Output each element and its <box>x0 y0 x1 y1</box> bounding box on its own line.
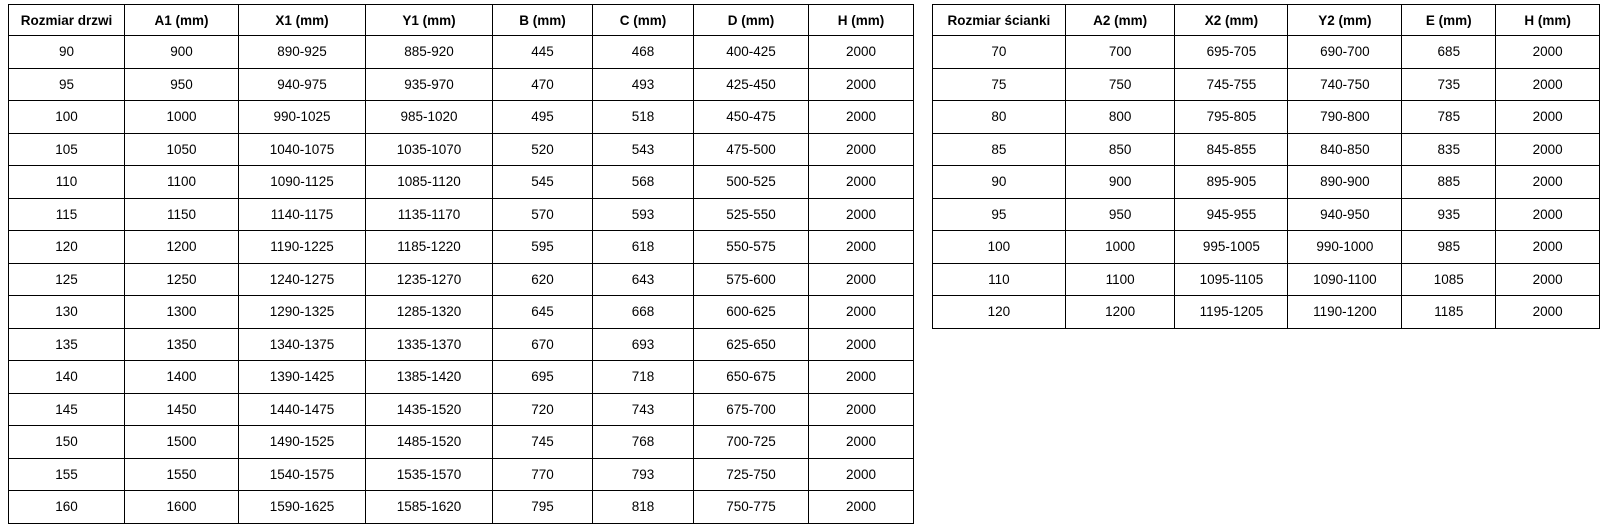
table-cell: 400-425 <box>694 36 809 69</box>
table-cell: 1340-1375 <box>239 328 366 361</box>
table-cell: 693 <box>593 328 694 361</box>
table-cell: 568 <box>593 166 694 199</box>
table-cell: 790-800 <box>1288 101 1402 134</box>
table-cell: 1000 <box>125 101 239 134</box>
table-cell: 800 <box>1065 101 1175 134</box>
table-cell: 1100 <box>125 166 239 199</box>
table-cell: 160 <box>9 491 125 524</box>
table-row <box>933 198 1600 231</box>
table-cell: 645 <box>493 296 593 329</box>
table-row <box>933 166 1600 199</box>
table-cell: 990-1000 <box>1288 231 1402 264</box>
table-cell: 95 <box>9 68 125 101</box>
table-cell: 1550 <box>125 458 239 491</box>
table-cell: 1350 <box>125 328 239 361</box>
table-row <box>933 231 1600 264</box>
table-row <box>9 68 914 101</box>
table-cell: 2000 <box>809 328 914 361</box>
table-cell: 2000 <box>809 133 914 166</box>
table-cell: 493 <box>593 68 694 101</box>
table-row <box>9 328 914 361</box>
table-cell: 90 <box>933 166 1066 199</box>
table-cell: 750 <box>1065 68 1175 101</box>
table-row <box>9 166 914 199</box>
table-cell: 545 <box>493 166 593 199</box>
table-cell: 600-625 <box>694 296 809 329</box>
table-cell: 618 <box>593 231 694 264</box>
table-cell: 745-755 <box>1175 68 1288 101</box>
table-cell: 120 <box>9 231 125 264</box>
table-cell: 2000 <box>809 101 914 134</box>
table-cell: 1235-1270 <box>366 263 493 296</box>
table-cell: 70 <box>933 36 1066 69</box>
table-row <box>933 68 1600 101</box>
table-cell: 1190-1200 <box>1288 296 1402 329</box>
table-header-row <box>933 5 1600 36</box>
table-cell: 2000 <box>809 393 914 426</box>
table-cell: 835 <box>1402 133 1496 166</box>
table-cell: 725-750 <box>694 458 809 491</box>
table-cell: 495 <box>493 101 593 134</box>
column-header: X2 (mm) <box>1175 5 1288 36</box>
table-cell: 1150 <box>125 198 239 231</box>
table-cell: 1490-1525 <box>239 426 366 459</box>
table-cell: 840-850 <box>1288 133 1402 166</box>
table-cell: 2000 <box>1496 166 1600 199</box>
table-cell: 1240-1275 <box>239 263 366 296</box>
table-cell: 1035-1070 <box>366 133 493 166</box>
table-cell: 643 <box>593 263 694 296</box>
table-cell: 135 <box>9 328 125 361</box>
table-cell: 795-805 <box>1175 101 1288 134</box>
table-cell: 1185 <box>1402 296 1496 329</box>
table-cell: 650-675 <box>694 361 809 394</box>
table-row <box>933 263 1600 296</box>
table-cell: 885-920 <box>366 36 493 69</box>
table-cell: 1200 <box>1065 296 1175 329</box>
table-cell: 985 <box>1402 231 1496 264</box>
table-cell: 995-1005 <box>1175 231 1288 264</box>
column-header: Y1 (mm) <box>366 5 493 36</box>
table-cell: 890-925 <box>239 36 366 69</box>
table-cell: 625-650 <box>694 328 809 361</box>
table-cell: 2000 <box>1496 36 1600 69</box>
column-header: A1 (mm) <box>125 5 239 36</box>
column-header: A2 (mm) <box>1065 5 1175 36</box>
table-cell: 1590-1625 <box>239 491 366 524</box>
table-cell: 95 <box>933 198 1066 231</box>
table-cell: 1000 <box>1065 231 1175 264</box>
table-cell: 150 <box>9 426 125 459</box>
table-cell: 700-725 <box>694 426 809 459</box>
table-cell: 593 <box>593 198 694 231</box>
table-cell: 1140-1175 <box>239 198 366 231</box>
table-cell: 1335-1370 <box>366 328 493 361</box>
table-cell: 990-1025 <box>239 101 366 134</box>
table-cell: 850 <box>1065 133 1175 166</box>
table-cell: 575-600 <box>694 263 809 296</box>
table-cell: 1390-1425 <box>239 361 366 394</box>
table-cell: 668 <box>593 296 694 329</box>
table-row <box>933 36 1600 69</box>
doors-table-container <box>8 4 914 524</box>
table-cell: 1540-1575 <box>239 458 366 491</box>
table-row <box>9 198 914 231</box>
table-cell: 145 <box>9 393 125 426</box>
table-row <box>9 231 914 264</box>
table-cell: 940-950 <box>1288 198 1402 231</box>
table-cell: 795 <box>493 491 593 524</box>
table-cell: 2000 <box>809 491 914 524</box>
table-row <box>9 393 914 426</box>
table-cell: 2000 <box>809 68 914 101</box>
column-header: Y2 (mm) <box>1288 5 1402 36</box>
table-cell: 1100 <box>1065 263 1175 296</box>
table-cell: 895-905 <box>1175 166 1288 199</box>
table-cell: 2000 <box>1496 133 1600 166</box>
table-cell: 900 <box>1065 166 1175 199</box>
table-cell: 595 <box>493 231 593 264</box>
table-cell: 2000 <box>1496 68 1600 101</box>
table-cell: 770 <box>493 458 593 491</box>
table-cell: 125 <box>9 263 125 296</box>
table-cell: 690-700 <box>1288 36 1402 69</box>
table-cell: 1500 <box>125 426 239 459</box>
table-cell: 1085 <box>1402 263 1496 296</box>
table-cell: 685 <box>1402 36 1496 69</box>
table-cell: 520 <box>493 133 593 166</box>
doors-dimensions-table <box>8 4 914 524</box>
table-cell: 105 <box>9 133 125 166</box>
table-cell: 475-500 <box>694 133 809 166</box>
table-cell: 2000 <box>809 296 914 329</box>
table-cell: 1585-1620 <box>366 491 493 524</box>
table-cell: 2000 <box>1496 263 1600 296</box>
table-cell: 1095-1105 <box>1175 263 1288 296</box>
table-cell: 1190-1225 <box>239 231 366 264</box>
table-cell: 945-955 <box>1175 198 1288 231</box>
table-cell: 425-450 <box>694 68 809 101</box>
table-cell: 75 <box>933 68 1066 101</box>
table-cell: 695 <box>493 361 593 394</box>
table-cell: 1400 <box>125 361 239 394</box>
table-cell: 718 <box>593 361 694 394</box>
table-cell: 1250 <box>125 263 239 296</box>
table-cell: 115 <box>9 198 125 231</box>
table-cell: 2000 <box>809 426 914 459</box>
table-cell: 1450 <box>125 393 239 426</box>
table-cell: 793 <box>593 458 694 491</box>
table-cell: 1185-1220 <box>366 231 493 264</box>
table-cell: 695-705 <box>1175 36 1288 69</box>
table-cell: 110 <box>9 166 125 199</box>
table-cell: 570 <box>493 198 593 231</box>
table-cell: 935 <box>1402 198 1496 231</box>
table-cell: 1090-1125 <box>239 166 366 199</box>
table-cell: 1040-1075 <box>239 133 366 166</box>
table-cell: 130 <box>9 296 125 329</box>
table-cell: 2000 <box>809 458 914 491</box>
table-row <box>9 426 914 459</box>
column-header: D (mm) <box>694 5 809 36</box>
table-cell: 950 <box>125 68 239 101</box>
table-cell: 675-700 <box>694 393 809 426</box>
table-cell: 1135-1170 <box>366 198 493 231</box>
table-cell: 2000 <box>809 231 914 264</box>
table-cell: 745 <box>493 426 593 459</box>
table-cell: 735 <box>1402 68 1496 101</box>
table-cell: 1435-1520 <box>366 393 493 426</box>
table-row <box>9 101 914 134</box>
table-cell: 525-550 <box>694 198 809 231</box>
table-cell: 670 <box>493 328 593 361</box>
table-row <box>9 36 914 69</box>
table-cell: 818 <box>593 491 694 524</box>
table-cell: 845-855 <box>1175 133 1288 166</box>
table-row <box>9 361 914 394</box>
table-cell: 890-900 <box>1288 166 1402 199</box>
column-header: H (mm) <box>1496 5 1600 36</box>
table-cell: 1485-1520 <box>366 426 493 459</box>
table-cell: 720 <box>493 393 593 426</box>
table-cell: 1290-1325 <box>239 296 366 329</box>
table-cell: 2000 <box>809 361 914 394</box>
table-cell: 550-575 <box>694 231 809 264</box>
table-cell: 2000 <box>809 36 914 69</box>
table-cell: 120 <box>933 296 1066 329</box>
table-cell: 155 <box>9 458 125 491</box>
column-header: X1 (mm) <box>239 5 366 36</box>
table-cell: 1200 <box>125 231 239 264</box>
table-row <box>9 458 914 491</box>
table-cell: 700 <box>1065 36 1175 69</box>
table-cell: 1050 <box>125 133 239 166</box>
table-cell: 950 <box>1065 198 1175 231</box>
column-header: H (mm) <box>809 5 914 36</box>
table-cell: 885 <box>1402 166 1496 199</box>
table-cell: 1535-1570 <box>366 458 493 491</box>
table-cell: 935-970 <box>366 68 493 101</box>
table-row <box>933 133 1600 166</box>
table-cell: 470 <box>493 68 593 101</box>
table-cell: 518 <box>593 101 694 134</box>
table-cell: 543 <box>593 133 694 166</box>
table-cell: 750-775 <box>694 491 809 524</box>
walls-dimensions-table <box>932 4 1600 329</box>
table-cell: 80 <box>933 101 1066 134</box>
table-cell: 100 <box>9 101 125 134</box>
table-cell: 90 <box>9 36 125 69</box>
table-cell: 2000 <box>1496 231 1600 264</box>
column-header: Rozmiar ścianki <box>933 5 1066 36</box>
column-header: B (mm) <box>493 5 593 36</box>
table-cell: 2000 <box>809 263 914 296</box>
table-cell: 85 <box>933 133 1066 166</box>
table-row <box>9 133 914 166</box>
table-cell: 620 <box>493 263 593 296</box>
table-cell: 1195-1205 <box>1175 296 1288 329</box>
table-row <box>933 296 1600 329</box>
table-cell: 768 <box>593 426 694 459</box>
table-cell: 100 <box>933 231 1066 264</box>
table-row <box>9 491 914 524</box>
table-cell: 140 <box>9 361 125 394</box>
table-cell: 110 <box>933 263 1066 296</box>
table-cell: 1300 <box>125 296 239 329</box>
table-cell: 2000 <box>1496 296 1600 329</box>
column-header: Rozmiar drzwi <box>9 5 125 36</box>
table-cell: 2000 <box>809 166 914 199</box>
table-cell: 500-525 <box>694 166 809 199</box>
column-header: E (mm) <box>1402 5 1496 36</box>
table-cell: 2000 <box>1496 198 1600 231</box>
table-cell: 740-750 <box>1288 68 1402 101</box>
table-cell: 1285-1320 <box>366 296 493 329</box>
table-cell: 1600 <box>125 491 239 524</box>
walls-table-container <box>932 4 1600 329</box>
table-cell: 1085-1120 <box>366 166 493 199</box>
table-row <box>9 263 914 296</box>
table-cell: 985-1020 <box>366 101 493 134</box>
table-header-row <box>9 5 914 36</box>
table-cell: 2000 <box>1496 101 1600 134</box>
table-cell: 468 <box>593 36 694 69</box>
table-cell: 450-475 <box>694 101 809 134</box>
table-cell: 2000 <box>809 198 914 231</box>
table-cell: 1440-1475 <box>239 393 366 426</box>
table-cell: 940-975 <box>239 68 366 101</box>
table-row <box>933 101 1600 134</box>
column-header: C (mm) <box>593 5 694 36</box>
table-cell: 1385-1420 <box>366 361 493 394</box>
table-cell: 445 <box>493 36 593 69</box>
table-cell: 1090-1100 <box>1288 263 1402 296</box>
table-cell: 785 <box>1402 101 1496 134</box>
table-cell: 900 <box>125 36 239 69</box>
table-row <box>9 296 914 329</box>
table-cell: 743 <box>593 393 694 426</box>
